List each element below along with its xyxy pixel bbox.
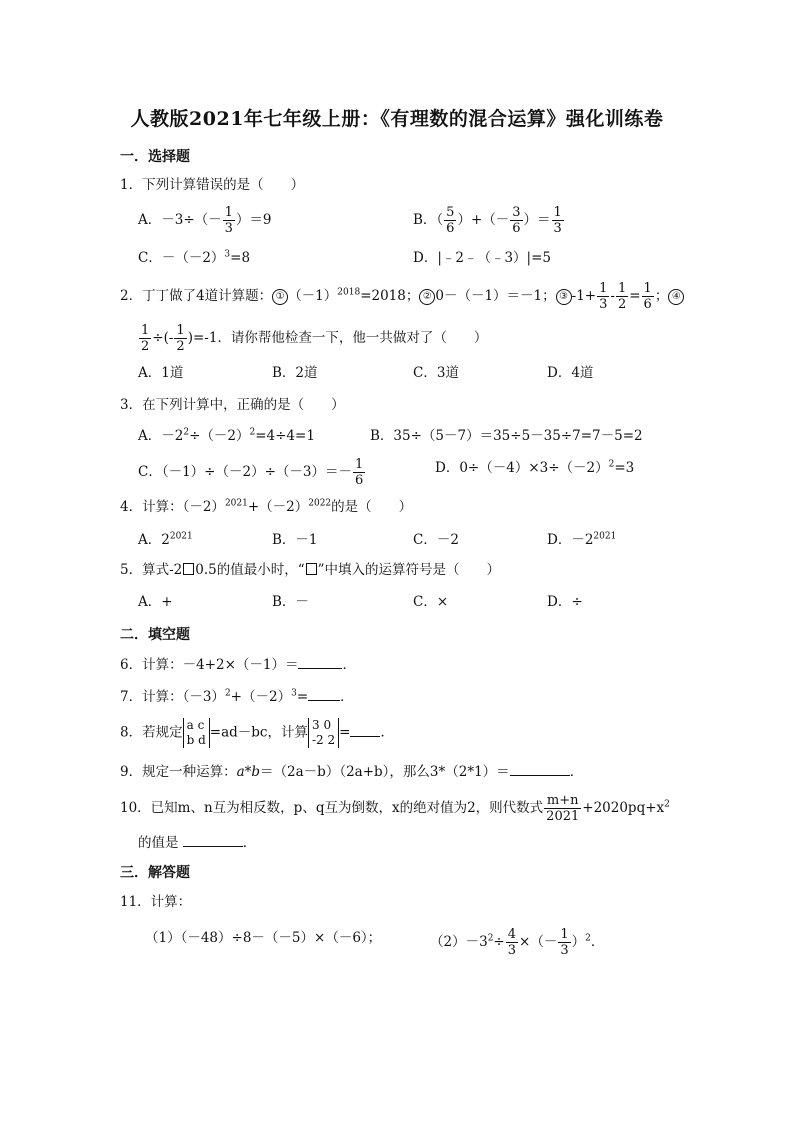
q2-item4-a: ÷(- bbox=[152, 330, 174, 346]
q4-prefix: 4．计算：（－2） bbox=[120, 499, 225, 515]
section-heading-solve: 三．解答题 bbox=[120, 865, 190, 881]
q11-p2-fraction-1 bbox=[506, 928, 518, 957]
q11-p2-num2: 1 bbox=[560, 927, 569, 942]
question-9 bbox=[120, 761, 583, 782]
q1-b-den2: 6 bbox=[512, 221, 521, 236]
q9-mid: ＝（2a－b）（2a+b），那么3*（2*1）＝ bbox=[260, 764, 510, 780]
q8-determinant-definition bbox=[183, 718, 210, 748]
q4-exp2: 2022 bbox=[308, 498, 332, 509]
q5-prefix: 5．算式-2 bbox=[120, 562, 183, 578]
q8-eq: = bbox=[339, 724, 351, 741]
q10-num: m+n bbox=[544, 794, 581, 809]
q2-f4b-den: 2 bbox=[176, 339, 185, 354]
q5-option-d: D．÷ bbox=[547, 594, 583, 610]
q1-b-eq: ）＝ bbox=[523, 212, 551, 228]
q1-b-prefix: B．（ bbox=[413, 212, 444, 228]
q3-d-suffix: =3 bbox=[614, 460, 635, 476]
q2-f3b-den: 2 bbox=[617, 297, 627, 312]
circled-2-icon: ② bbox=[419, 289, 435, 305]
question-3-stem: 3．在下列计算中，正确的是（ ） bbox=[120, 397, 345, 413]
q8-det2-row1: 3 0 bbox=[312, 718, 332, 732]
q1-a-fraction bbox=[223, 206, 235, 235]
q2-option-b: B．2道 bbox=[272, 365, 318, 381]
q3-a-prefix: A．－2 bbox=[138, 428, 184, 444]
q10-den: 2021 bbox=[546, 809, 580, 824]
q2-f3a-num: 1 bbox=[599, 281, 608, 296]
q2-item3-frac-a bbox=[597, 282, 609, 311]
q5-suffix: ”中填入的运算符号是（ ） bbox=[317, 562, 501, 578]
question-2-line-1 bbox=[120, 282, 684, 311]
q1-b-fraction-2 bbox=[510, 206, 522, 235]
q6-text: 6．计算：－4+2×（－1）＝ bbox=[120, 657, 299, 673]
q11-p2-mid: ×（－ bbox=[519, 934, 558, 950]
q11-p2-prefix: （2）－3 bbox=[430, 934, 488, 950]
q3-a-exp2: 2 bbox=[249, 427, 256, 438]
q2-item3-frac-b bbox=[616, 282, 628, 311]
q1-b-fraction-1 bbox=[444, 206, 456, 235]
q2-item3-d: ； bbox=[654, 288, 669, 304]
q1-option-b bbox=[413, 206, 565, 235]
q2-item1-a: （－1） bbox=[288, 288, 338, 304]
q10-line2: 的值是 bbox=[138, 835, 183, 851]
q1-option-a bbox=[138, 206, 272, 235]
question-7 bbox=[120, 686, 354, 707]
q1-b-den3: 3 bbox=[553, 221, 562, 236]
q3-d-prefix: D．0÷（－4）×3÷（－2） bbox=[435, 460, 609, 476]
q9-end: ． bbox=[569, 764, 584, 780]
q11-p2-fraction-2 bbox=[558, 928, 570, 957]
q6-answer-blank[interactable] bbox=[298, 654, 342, 669]
q2-item2: 0－（－1）＝－1； bbox=[435, 288, 556, 304]
q11-p2-den1: 3 bbox=[507, 943, 517, 958]
q2-item3-c: = bbox=[629, 288, 641, 304]
question-8 bbox=[120, 718, 394, 748]
question-4-stem bbox=[120, 497, 412, 517]
question-10-line-1 bbox=[120, 794, 670, 823]
q1-b-mid: ）+（－ bbox=[457, 212, 510, 228]
question-1-stem: 1．下列计算错误的是（ ） bbox=[120, 177, 305, 193]
q9-operation: a*b bbox=[236, 764, 261, 780]
circled-4-icon: ④ bbox=[668, 289, 684, 305]
q4-option-c: C．－2 bbox=[413, 532, 459, 548]
circled-3-icon: ③ bbox=[556, 289, 572, 305]
q2-item4-frac-b bbox=[174, 324, 186, 353]
q1-c-prefix: C．－（－2） bbox=[138, 250, 225, 266]
q3-c-num: 1 bbox=[354, 457, 364, 472]
q1-option-c bbox=[138, 248, 250, 268]
q4-suffix: 的是（ ） bbox=[331, 499, 413, 515]
q7-exp1: 2 bbox=[224, 688, 231, 699]
q10-answer-blank[interactable] bbox=[183, 832, 243, 847]
q3-option-c bbox=[138, 458, 366, 487]
q4-exp1: 2021 bbox=[224, 498, 248, 509]
q11-p2-close: ） bbox=[571, 934, 586, 950]
q7-mid: +（－2） bbox=[230, 689, 292, 705]
question-5-stem bbox=[120, 560, 500, 580]
q2-item1-exponent: 2018 bbox=[337, 287, 361, 298]
q2-f3a-den: 3 bbox=[599, 297, 608, 312]
q1-c-exponent: 3 bbox=[224, 249, 231, 260]
q7-end: ． bbox=[340, 689, 354, 705]
q4-d-prefix: D．－2 bbox=[547, 532, 594, 548]
q1-b-num1: 5 bbox=[446, 205, 455, 220]
q8-prefix: 8．若规定 bbox=[120, 724, 183, 741]
q2-item3-b: - bbox=[610, 288, 615, 304]
q1-a-den: 3 bbox=[224, 221, 233, 236]
q8-end: ． bbox=[380, 724, 394, 741]
question-11-stem: 11．计算： bbox=[120, 894, 192, 910]
q3-option-b: B．35÷（5－7）＝35÷5－35÷7=7－5=2 bbox=[370, 428, 643, 444]
box-placeholder-icon bbox=[306, 563, 317, 575]
q1-b-fraction-3 bbox=[552, 206, 564, 235]
q1-option-d: D．|﹣2﹣（﹣3）|=5 bbox=[413, 250, 551, 266]
q11-p2-num1: 4 bbox=[507, 927, 517, 942]
q4-a-exponent: 2021 bbox=[169, 531, 193, 542]
q9-answer-blank[interactable] bbox=[510, 761, 570, 776]
q11-part-2 bbox=[430, 928, 604, 957]
q1-a-suffix: ）＝9 bbox=[235, 212, 272, 228]
q7-exp2: 3 bbox=[291, 688, 297, 699]
q1-b-num3: 1 bbox=[553, 205, 562, 220]
q4-option-d bbox=[547, 530, 616, 550]
q1-b-den1: 6 bbox=[446, 221, 455, 236]
q3-a-suffix: =4÷4=1 bbox=[255, 428, 315, 444]
q5-mid: 0.5的值最小时，“ bbox=[195, 562, 305, 578]
q2-option-c: C．3道 bbox=[413, 365, 459, 381]
q10-suffix: +2020pq+x bbox=[582, 800, 665, 816]
q2-f4a-num: 1 bbox=[141, 323, 150, 338]
q10-end: ． bbox=[242, 835, 257, 851]
q3-c-den: 6 bbox=[354, 473, 364, 488]
page-title: 人教版2021年七年级上册：《有理数的混合运算》强化训练卷 bbox=[130, 108, 664, 130]
q10-fraction bbox=[544, 794, 581, 823]
q3-option-a bbox=[138, 426, 315, 446]
q3-a-exp1: 2 bbox=[183, 427, 190, 438]
q7-eq: = bbox=[296, 689, 309, 705]
box-placeholder-icon bbox=[183, 563, 194, 575]
q1-c-suffix: =8 bbox=[230, 250, 251, 266]
q11-p2-div: ÷ bbox=[493, 934, 505, 950]
q2-f3c-den: 6 bbox=[643, 297, 652, 312]
q11-part-1: （1）（－48）÷8－（－5）×（－6）； bbox=[145, 930, 382, 946]
q3-a-mid: ÷（－2） bbox=[189, 428, 250, 444]
q2-f4a-den: 2 bbox=[141, 339, 150, 354]
q5-option-a: A．+ bbox=[138, 594, 173, 610]
q8-mid: =ad－bc，计算 bbox=[209, 724, 308, 741]
q3-c-fraction bbox=[353, 458, 365, 487]
q4-a-prefix: A．2 bbox=[138, 532, 170, 548]
q3-option-d bbox=[435, 458, 634, 478]
q11-p2-exp2: 2 bbox=[585, 933, 591, 944]
q2-item4-frac-a bbox=[139, 324, 151, 353]
q2-item3-frac-c bbox=[642, 282, 654, 311]
q6-end: ． bbox=[342, 657, 356, 673]
q2-f3c-num: 1 bbox=[643, 281, 652, 296]
q7-answer-blank[interactable] bbox=[308, 686, 340, 701]
q3-d-exponent: 2 bbox=[608, 459, 615, 470]
q2-option-a: A．1道 bbox=[138, 365, 184, 381]
q4-option-b: B．－1 bbox=[272, 532, 318, 548]
q7-prefix: 7．计算：（－3） bbox=[120, 689, 225, 705]
q5-option-b: B．－ bbox=[272, 594, 309, 610]
q4-option-a bbox=[138, 530, 193, 550]
q2-f4b-num: 1 bbox=[176, 323, 185, 338]
q2-prefix: 2．丁丁做了4道计算题： bbox=[120, 288, 273, 304]
q1-b-num2: 3 bbox=[512, 205, 521, 220]
q8-det1-row1: a c bbox=[186, 718, 205, 732]
q8-det2-row2: -2 2 bbox=[312, 733, 336, 747]
q8-determinant-compute bbox=[308, 718, 339, 748]
circled-1-icon: ① bbox=[272, 289, 288, 305]
q5-option-c: C．× bbox=[413, 594, 449, 610]
q2-item3-a: -1+ bbox=[571, 288, 597, 304]
q11-p2-end: ． bbox=[590, 934, 605, 950]
q2-tail: ．请你帮他检查一下，他一共做对了（ ） bbox=[217, 330, 488, 346]
q8-answer-blank[interactable] bbox=[350, 722, 380, 737]
q11-p2-exp1: 2 bbox=[487, 933, 494, 944]
q2-option-d: D．4道 bbox=[547, 365, 594, 381]
q9-prefix: 9．规定一种运算： bbox=[120, 764, 237, 780]
section-heading-fill: 二．填空题 bbox=[120, 627, 190, 643]
q11-p2-den2: 3 bbox=[560, 943, 569, 958]
q4-mid: +（－2） bbox=[247, 499, 309, 515]
question-10-line-2 bbox=[138, 832, 256, 853]
q2-item1-b: =2018； bbox=[360, 288, 420, 304]
section-heading-choice: 一．选择题 bbox=[120, 149, 190, 165]
q1-a-prefix: A．－3÷（－ bbox=[138, 212, 222, 228]
q10-exponent: 2 bbox=[664, 799, 670, 810]
q10-prefix: 10．已知m、n互为相反数，p、q互为倒数，x的绝对值为2，则代数式 bbox=[120, 800, 544, 816]
q4-d-exponent: 2021 bbox=[593, 531, 617, 542]
q2-f3b-num: 1 bbox=[617, 281, 627, 296]
question-6 bbox=[120, 654, 356, 675]
question-2-line-2 bbox=[138, 324, 487, 353]
q2-item4-b: )=-1 bbox=[187, 330, 218, 346]
q8-det1-row2: b d bbox=[186, 733, 206, 747]
q3-c-prefix: C．（－1）÷（－2）÷（－3）＝－ bbox=[138, 464, 352, 480]
q1-a-num: 1 bbox=[224, 205, 233, 220]
